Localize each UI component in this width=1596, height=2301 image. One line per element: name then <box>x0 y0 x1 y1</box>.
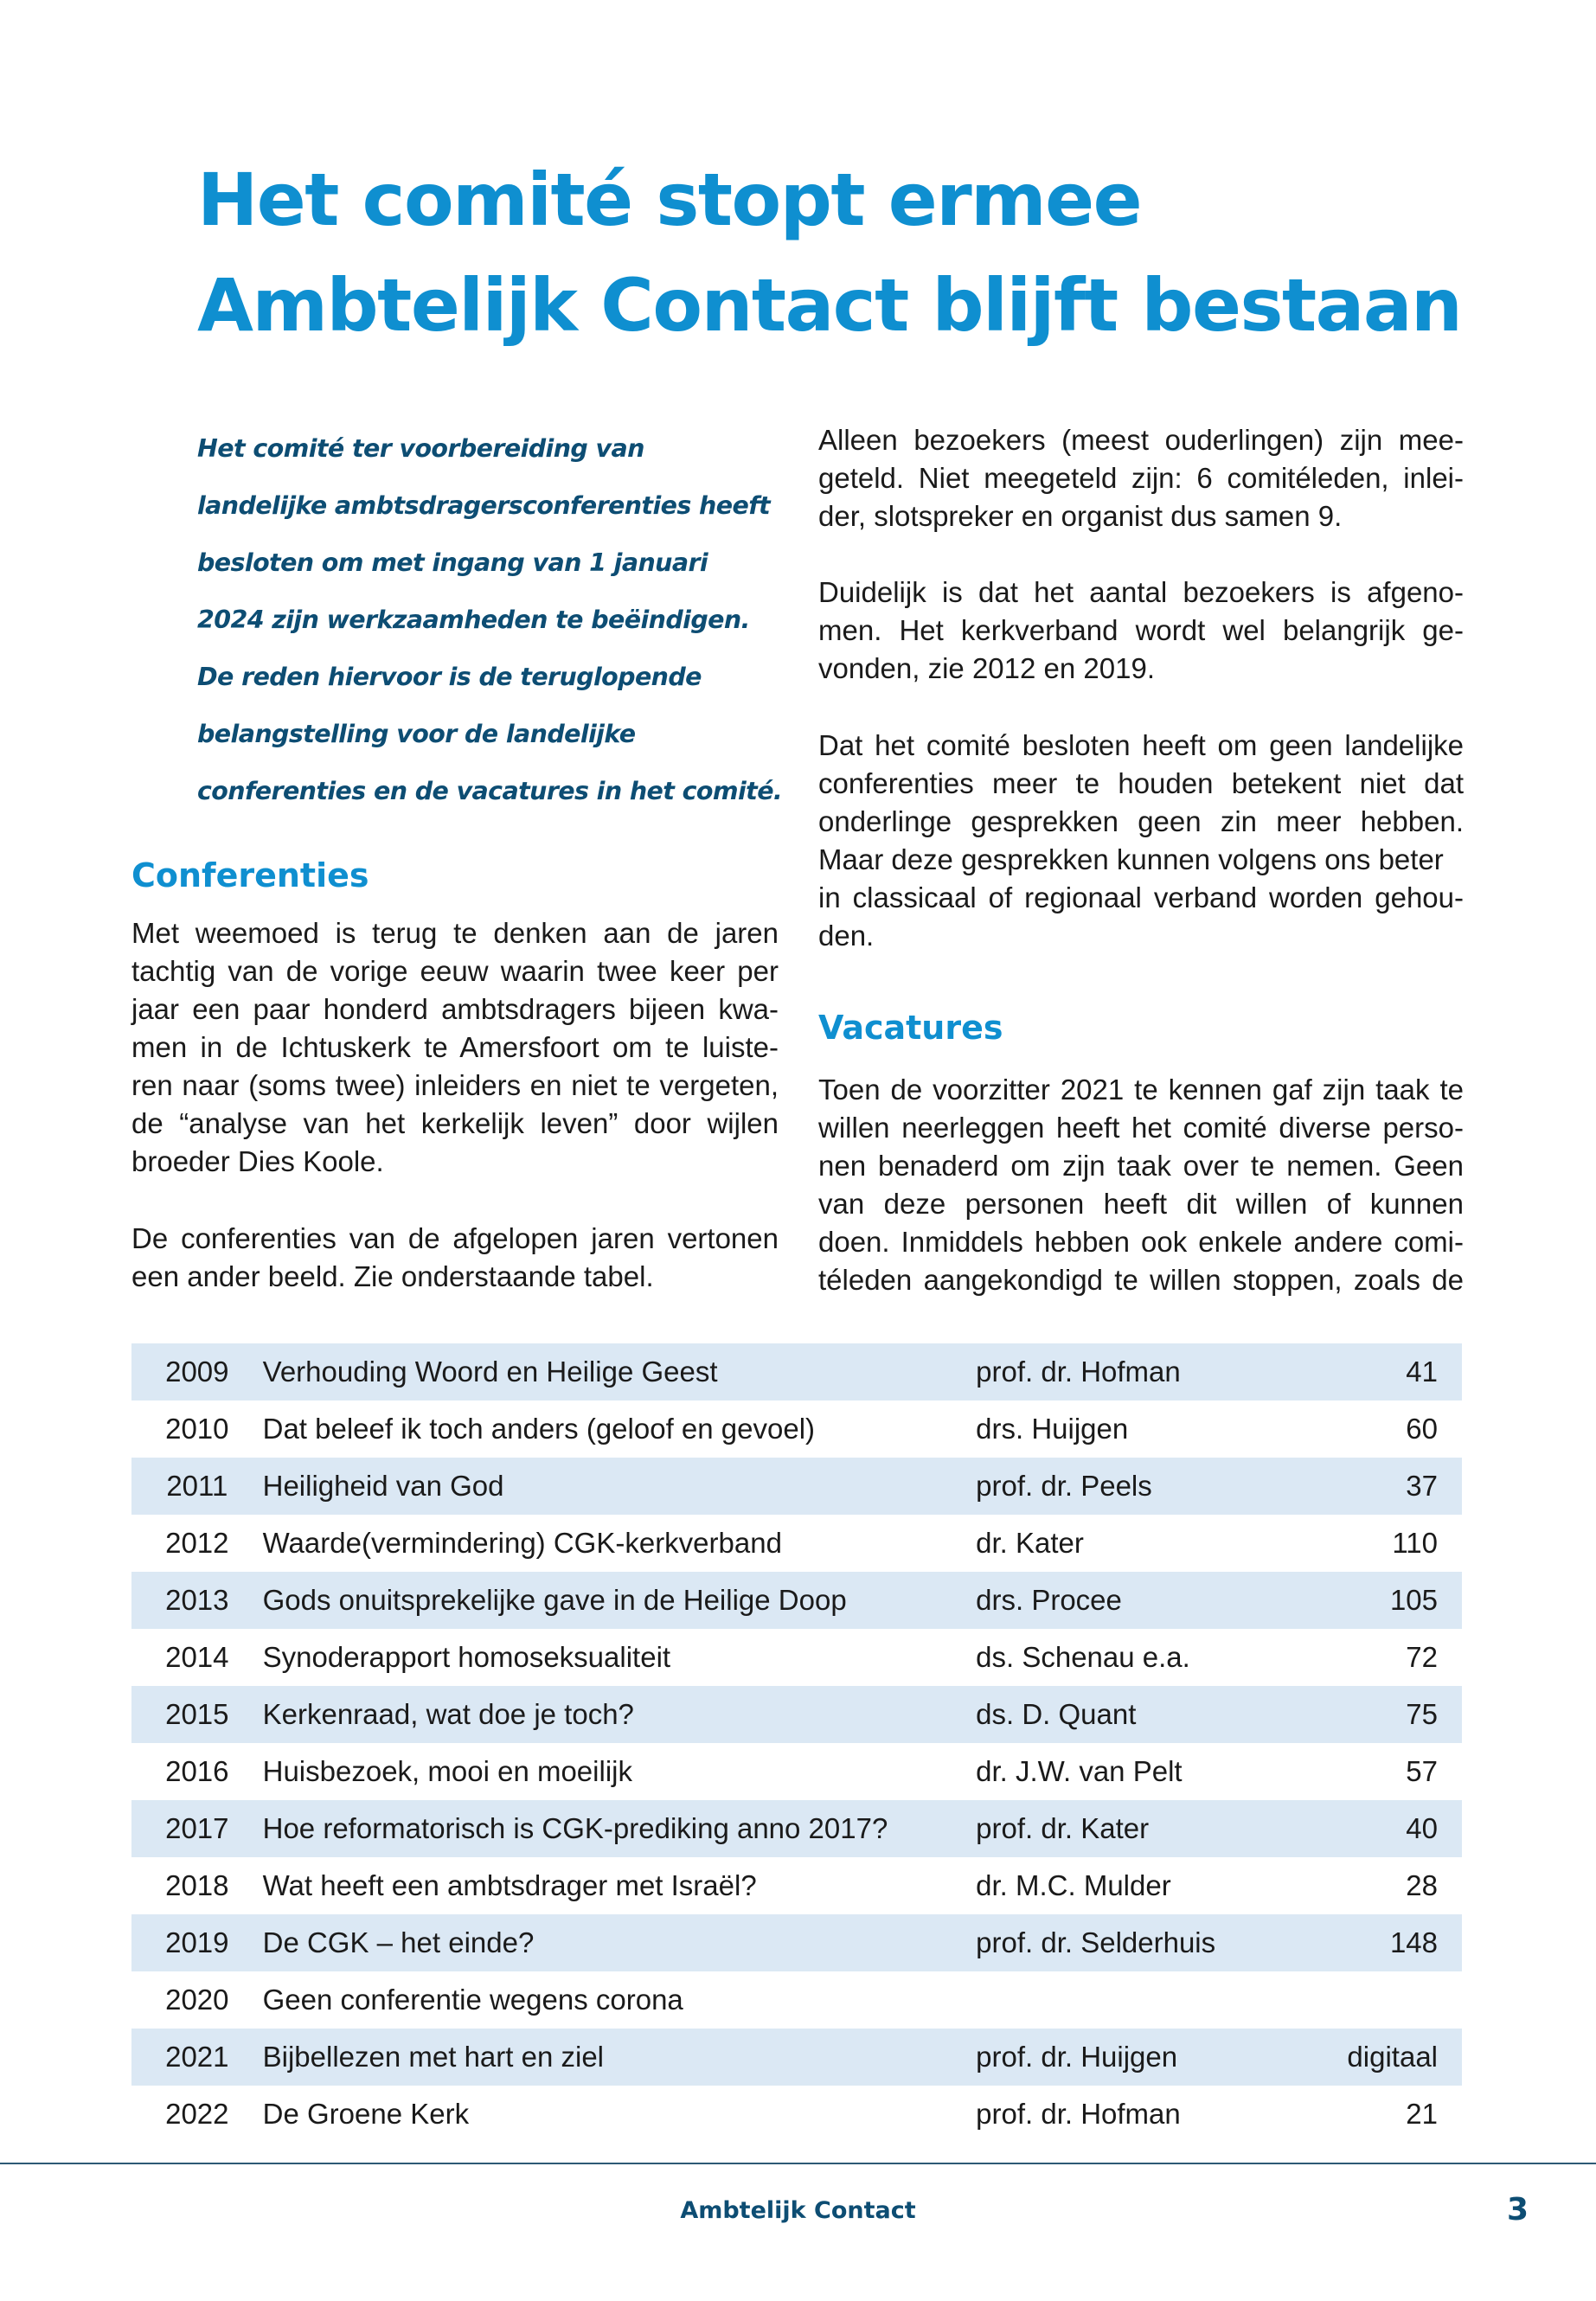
text-line: Met weemoed is terug te denken aan de jaren <box>131 917 779 949</box>
intro-line: landelijke ambtsdragersconferenties heeft <box>197 491 771 520</box>
text-line: vonden, zie 2012 en 2019. <box>818 652 1155 684</box>
table-row <box>131 1857 1462 1914</box>
cell-speaker: prof. dr. Hofman <box>976 1343 1347 1400</box>
table-row <box>131 2086 1462 2143</box>
cell-count: 28 <box>1406 1869 1438 1901</box>
cell-speaker: ds. Schenau e.a. <box>976 1641 1190 1673</box>
cell-year: 2009 <box>131 1343 263 1400</box>
text-line: den. <box>818 920 875 952</box>
cell-title: Synoderapport homoseksualiteit <box>262 1641 671 1673</box>
conferenties-paragraph-1 <box>131 914 779 1181</box>
intro-line: De reden hiervoor is de teruglopende <box>197 663 702 691</box>
cell-title: Heiligheid van God <box>263 1458 977 1515</box>
cell-year: 2010 <box>165 1413 229 1445</box>
cell-year: 2017 <box>131 1800 263 1857</box>
cell-speaker: prof. dr. Hofman <box>976 2098 1181 2130</box>
page-number: 3 <box>1506 2192 1529 2227</box>
cell-title: De CGK – het einde? <box>263 1914 977 1971</box>
cell-year: 2011 <box>131 1458 263 1515</box>
page-title <box>197 147 1495 358</box>
cell-count <box>1347 1971 1462 2029</box>
text-line: doen. Inmiddels hebben ook enkele andere comi- <box>818 1226 1464 1258</box>
conferenties-paragraph-2 <box>131 1220 779 1296</box>
cell-speaker: dr. J.W. van Pelt <box>976 1755 1183 1787</box>
cell-speaker: prof. dr. Selderhuis <box>976 1914 1347 1971</box>
text-line: Toen de voorzitter 2021 te kennen gaf zijn taak te <box>818 1074 1464 1106</box>
cell-speaker: ds. D. Quant <box>976 1686 1347 1743</box>
cell-title: De Groene Kerk <box>262 2098 470 2130</box>
table-row <box>131 2029 1462 2086</box>
cell-count: digitaal <box>1347 2029 1462 2086</box>
text-line: Dat het comité besloten heeft om geen landelijke <box>818 729 1464 761</box>
cell-title: Hoe reformatorisch is CGK-prediking anno 2017? <box>263 1800 977 1857</box>
cell-title: Kerkenraad, wat doe je toch? <box>263 1686 977 1743</box>
table-row <box>131 1458 1462 1515</box>
footer-divider <box>0 2163 1596 2164</box>
cell-count: 148 <box>1347 1914 1462 1971</box>
cell-year: 2015 <box>131 1686 263 1743</box>
text-line: Maar deze gesprekken kunnen volgens ons beter <box>818 843 1444 875</box>
title-line-2: Ambtelijk Contact blijft bestaan <box>197 263 1462 348</box>
vacatures-heading: Vacatures <box>818 1009 1003 1047</box>
cell-count: 41 <box>1347 1343 1462 1400</box>
title-line-1: Het comité stopt ermee <box>197 157 1142 242</box>
text-line: onderlinge gesprekken geen zin meer hebben. <box>818 805 1464 837</box>
text-line: de “analyse van het kerkelijk leven” door wijlen <box>131 1107 779 1139</box>
cell-year: 2020 <box>165 1984 229 2016</box>
right-paragraph-1 <box>818 421 1464 535</box>
right-paragraph-2 <box>818 574 1464 688</box>
cell-title: Huisbezoek, mooi en moeilijk <box>262 1755 632 1787</box>
cell-count: 60 <box>1406 1413 1438 1445</box>
intro-line: conferenties en de vacatures in het comité. <box>197 777 783 805</box>
cell-title: Dat beleef ik toch anders (geloof en gevoel) <box>262 1413 816 1445</box>
cell-speaker: dr. Kater <box>976 1527 1084 1559</box>
text-line: ren naar (soms twee) inleiders en niet te vergeten, <box>131 1069 779 1101</box>
cell-year: 2013 <box>131 1572 263 1629</box>
cell-title: Waarde(vermindering) CGK-kerkverband <box>262 1527 782 1559</box>
cell-title: Geen conferentie wegens corona <box>262 1984 683 2016</box>
cell-year: 2019 <box>131 1914 263 1971</box>
text-line: van deze personen heeft dit willen of kunnen <box>818 1188 1464 1220</box>
text-line: men in de Ichtuskerk te Amersfoort om te luiste- <box>131 1031 779 1063</box>
cell-year: 2022 <box>165 2098 229 2130</box>
intro-line: belangstelling voor de landelijke <box>197 720 636 748</box>
cell-speaker: prof. dr. Kater <box>976 1800 1347 1857</box>
cell-year: 2016 <box>165 1755 229 1787</box>
cell-count: 40 <box>1347 1800 1462 1857</box>
text-line: conferenties meer te houden betekent niet dat <box>818 767 1464 799</box>
cell-year: 2012 <box>165 1527 229 1559</box>
text-line: willen neerleggen heeft het comité diverse perso- <box>818 1112 1464 1144</box>
text-line: nen benaderd om zijn taak over te nemen. Geen <box>818 1150 1464 1182</box>
table-row <box>131 1400 1462 1458</box>
cell-count: 105 <box>1347 1572 1462 1629</box>
intro-line: Het comité ter voorbereiding van <box>197 434 644 463</box>
text-line: broeder Dies Koole. <box>131 1145 384 1177</box>
cell-title: Wat heeft een ambtsdrager met Israël? <box>262 1869 757 1901</box>
cell-year: 2021 <box>131 2029 263 2086</box>
table-row <box>131 1629 1462 1686</box>
table-row <box>131 1800 1462 1857</box>
intro-paragraph <box>197 420 803 820</box>
cell-year: 2014 <box>165 1641 229 1673</box>
cell-count: 75 <box>1347 1686 1462 1743</box>
text-line: men. Het kerkverband wordt wel belangrijk ge- <box>818 614 1464 646</box>
cell-title: Verhouding Woord en Heilige Geest <box>263 1343 977 1400</box>
conferenties-heading: Conferenties <box>131 856 369 894</box>
text-line: een ander beeld. Zie onderstaande tabel. <box>131 1260 654 1292</box>
cell-count: 37 <box>1347 1458 1462 1515</box>
text-line: Duidelijk is dat het aantal bezoekers is afgeno- <box>818 576 1464 608</box>
table-row <box>131 1343 1462 1400</box>
cell-count: 57 <box>1406 1755 1438 1787</box>
cell-year: 2018 <box>165 1869 229 1901</box>
table-row <box>131 1515 1462 1572</box>
vacatures-paragraph <box>818 1071 1464 1299</box>
right-paragraph-3 <box>818 727 1464 955</box>
text-line: jaar een paar honderd ambtsdragers bijeen kwa- <box>131 993 779 1025</box>
text-line: der, slotspreker en organist dus samen 9. <box>818 500 1343 532</box>
text-line: Alleen bezoekers (meest ouderlingen) zijn mee- <box>818 424 1464 456</box>
cell-speaker: prof. dr. Huijgen <box>976 2029 1347 2086</box>
text-line: tachtig van de vorige eeuw waarin twee keer per <box>131 955 779 987</box>
table-row <box>131 1743 1462 1800</box>
conferences-table <box>131 1343 1462 2143</box>
cell-speaker: dr. M.C. Mulder <box>976 1869 1171 1901</box>
text-line: in classicaal of regionaal verband worden gehou- <box>818 881 1464 913</box>
intro-line: besloten om met ingang van 1 januari <box>197 548 708 577</box>
cell-title: Bijbellezen met hart en ziel <box>263 2029 977 2086</box>
footer-publication-title: Ambtelijk Contact <box>680 2197 916 2224</box>
cell-count: 110 <box>1392 1527 1438 1559</box>
text-line: téleden aangekondigd te willen stoppen, zoals de <box>818 1264 1464 1296</box>
cell-speaker: prof. dr. Peels <box>976 1458 1347 1515</box>
table-row <box>131 1971 1462 2029</box>
intro-line: 2024 zijn werkzaamheden te beëindigen. <box>197 606 750 634</box>
cell-title: Gods onuitsprekelijke gave in de Heilige Doop <box>263 1572 977 1629</box>
cell-count: 72 <box>1406 1641 1438 1673</box>
text-line: geteld. Niet meegeteld zijn: 6 comitéleden, inlei- <box>818 462 1464 494</box>
cell-speaker <box>976 1971 1347 2029</box>
cell-speaker: drs. Procee <box>976 1572 1347 1629</box>
cell-speaker: drs. Huijgen <box>976 1413 1129 1445</box>
table-row <box>131 1914 1462 1971</box>
cell-count: 21 <box>1406 2098 1438 2130</box>
table-row <box>131 1686 1462 1743</box>
table-row <box>131 1572 1462 1629</box>
text-line: De conferenties van de afgelopen jaren vertonen <box>131 1222 779 1254</box>
